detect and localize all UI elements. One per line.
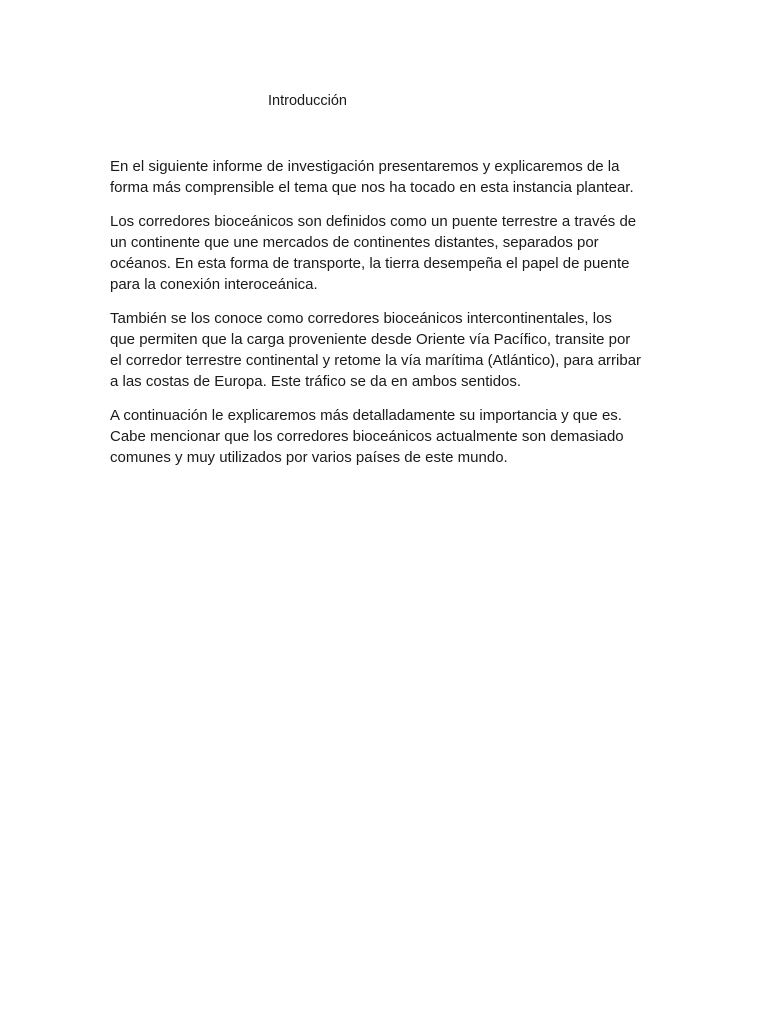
paragraph-1 — [110, 156, 670, 198]
paragraph-4 — [110, 405, 670, 468]
text-line: A continuación le explicaremos más detalladamente su importancia y que es. — [110, 407, 622, 424]
text-line: para la conexión interoceánica. — [110, 276, 318, 293]
paragraph-2 — [110, 211, 670, 295]
text-line: que permiten que la carga proveniente desde Oriente vía Pacífico, transite por — [110, 331, 631, 348]
text-line: En el siguiente informe de investigación presentaremos y explicaremos de la — [110, 158, 620, 175]
document-body — [110, 156, 670, 481]
paragraph-3 — [110, 308, 670, 392]
text-line: a las costas de Europa. Este tráfico se da en ambos sentidos. — [110, 373, 522, 390]
text-line: comunes y muy utilizados por varios países de este mundo. — [110, 449, 508, 466]
text-line: Cabe mencionar que los corredores bioceánicos actualmente son demasiado — [110, 428, 624, 445]
text-line: Los corredores bioceánicos son definidos como un puente terrestre a través de — [110, 213, 637, 230]
text-line: También se los conoce como corredores bioceánicos intercontinentales, los — [110, 310, 612, 327]
text-line: un continente que une mercados de continentes distantes, separados por — [110, 234, 599, 251]
text-line: océanos. En esta forma de transporte, la tierra desempeña el papel de puente — [110, 255, 630, 272]
text-line: forma más comprensible el tema que nos ha tocado en esta instancia plantear. — [110, 179, 634, 196]
text-line: el corredor terrestre continental y retome la vía marítima (Atlántico), para arribar — [110, 352, 642, 369]
document-title: Introducción — [268, 93, 347, 109]
